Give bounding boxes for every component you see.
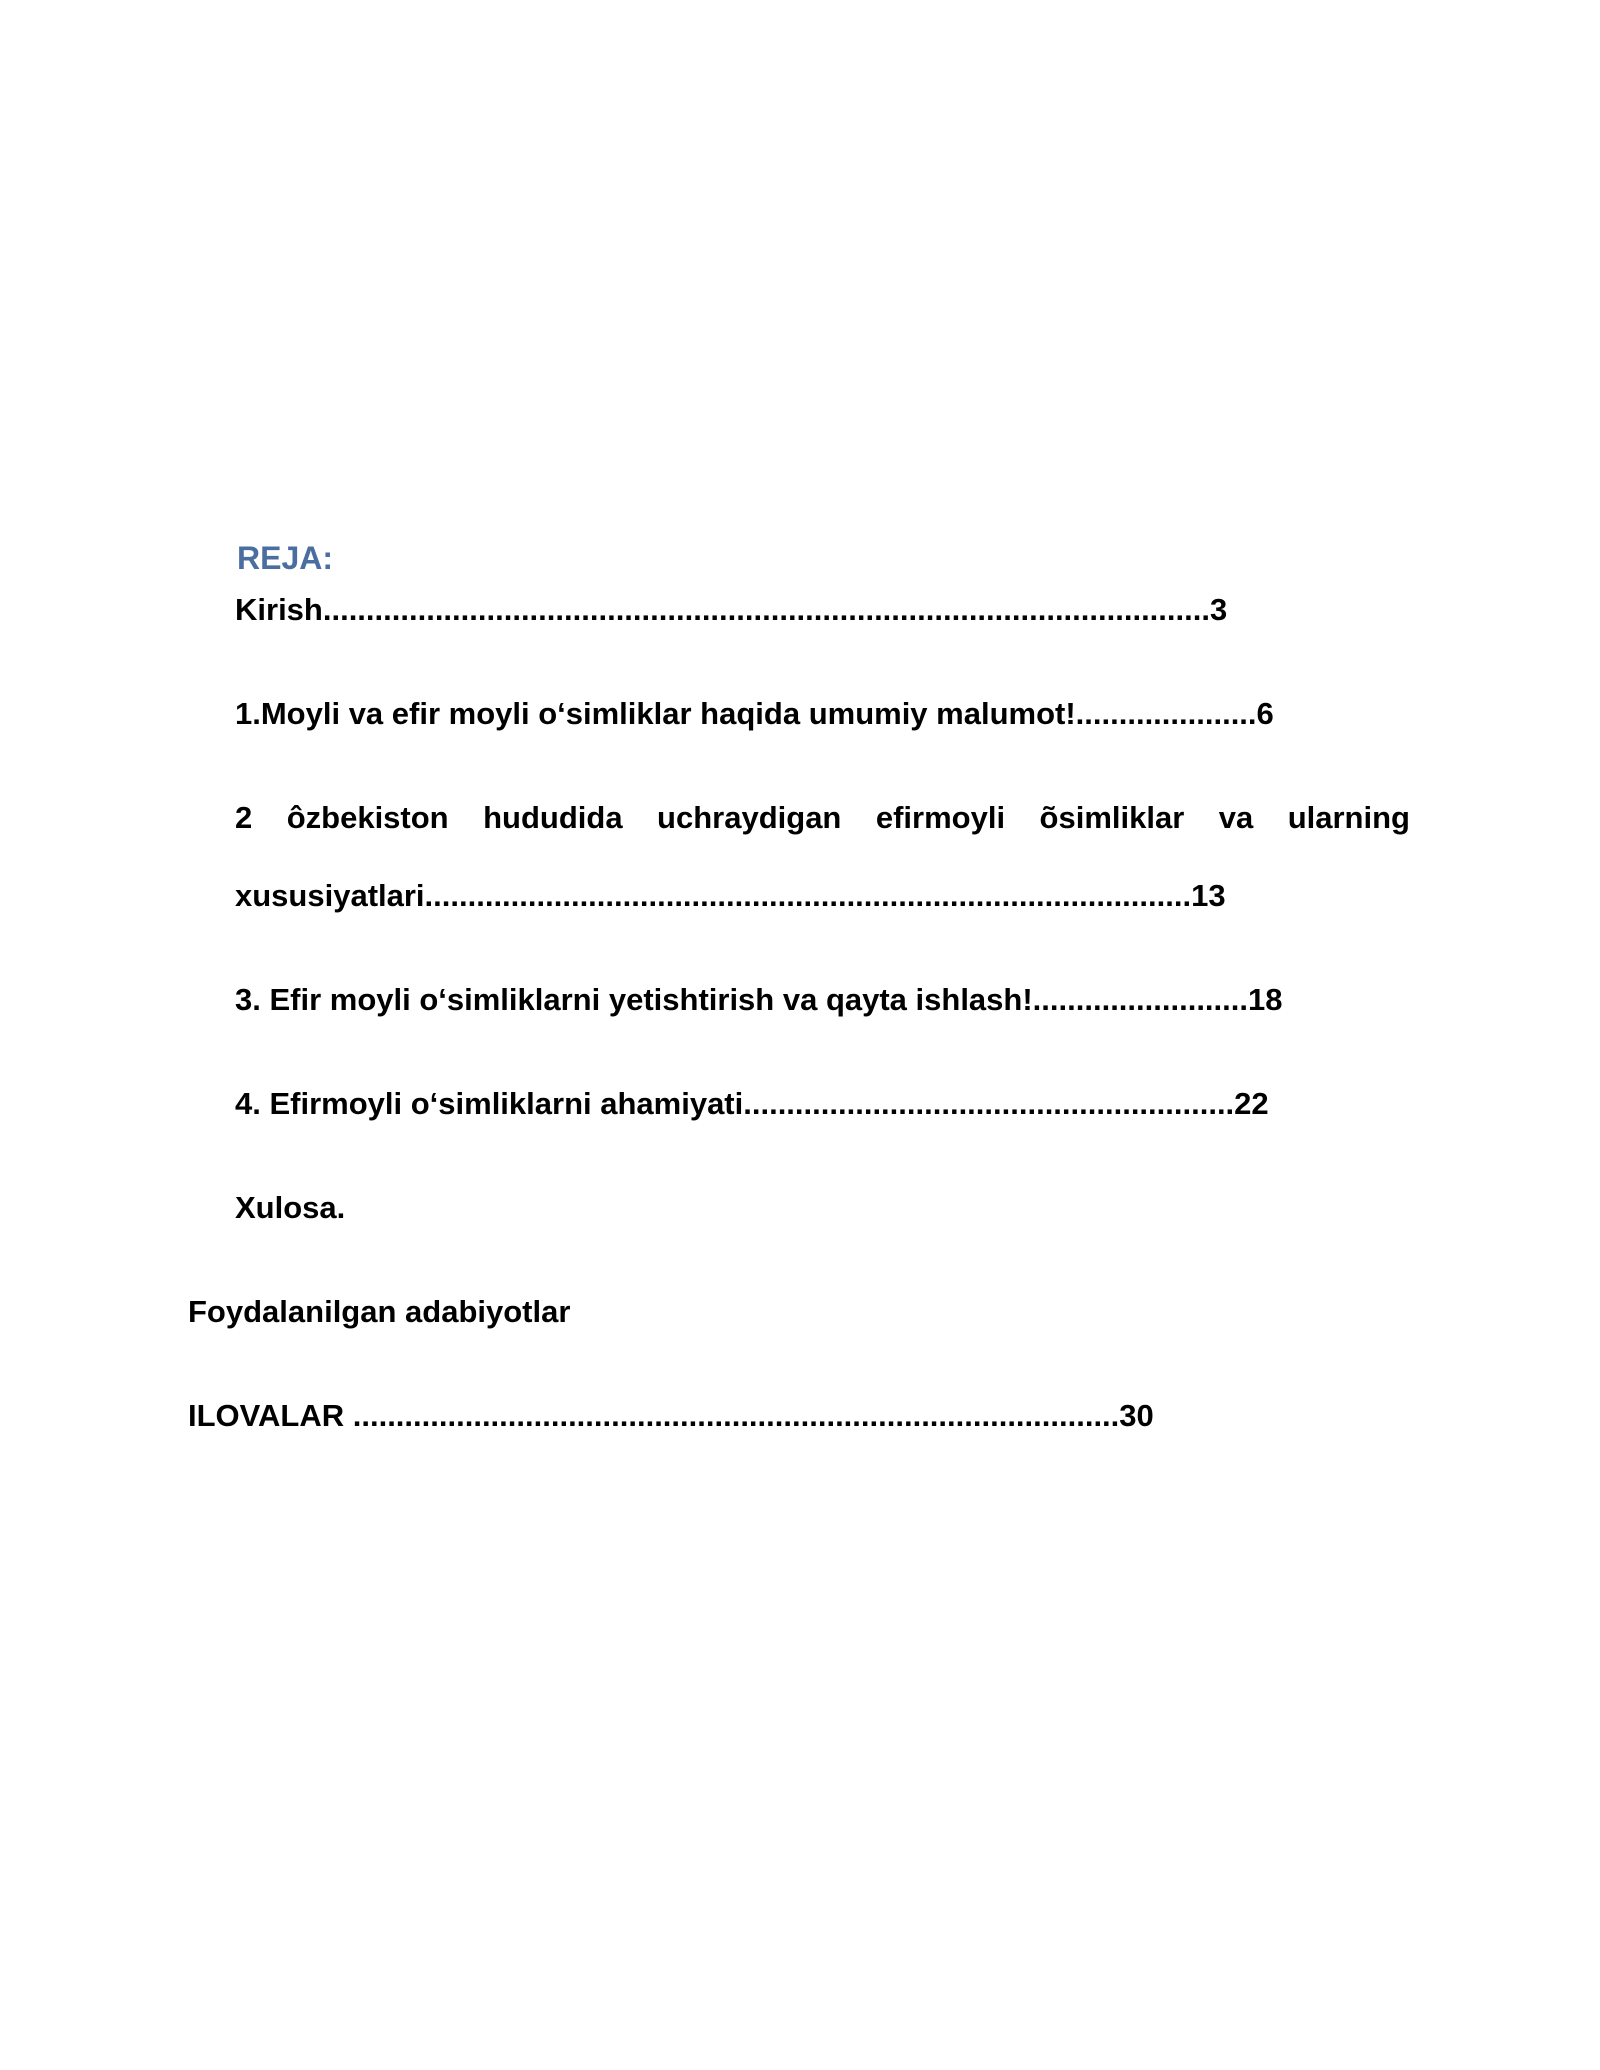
toc-entry-4: 4. Efirmoyli o‘simliklarni ahamiyati.........................................................22 <box>235 1086 1269 1121</box>
plan-heading: REJA: <box>237 540 334 576</box>
toc-entry-2-line2: xususiyatlari.........................................................................................13 <box>235 878 1226 913</box>
toc-entry-xulosa: Xulosa. <box>235 1190 346 1225</box>
toc-entry-2-word: efirmoyli <box>875 800 1006 835</box>
toc-entry-2-word: ularning <box>1287 800 1410 835</box>
toc-entry-ilovalar: ILOVALAR .........................................................................................30 <box>188 1398 1154 1433</box>
toc-entry-2-line1 <box>235 798 1410 838</box>
toc-entry-3: 3. Efir moyli o‘simliklarni yetishtirish va qayta ishlash!.........................18 <box>235 982 1283 1017</box>
toc-entry-2-word: hududida <box>483 800 623 835</box>
toc-entry-kirish: Kirish.......................................................................................................3 <box>235 592 1228 627</box>
toc-entry-1: 1.Moyli va efir moyli o‘simliklar haqida umumiy malumot!.....................6 <box>235 696 1274 731</box>
toc-entry-2-word: uchraydigan <box>657 800 842 835</box>
toc-entry-2-word: õsimliklar <box>1039 800 1185 835</box>
toc-entry-2-word: va <box>1218 800 1254 835</box>
toc-entry-2-word: 2 <box>235 800 253 835</box>
toc-entry-adabiyotlar: Foydalanilgan adabiyotlar <box>188 1294 571 1329</box>
toc-entry-2-word: ôzbekiston <box>286 800 449 835</box>
